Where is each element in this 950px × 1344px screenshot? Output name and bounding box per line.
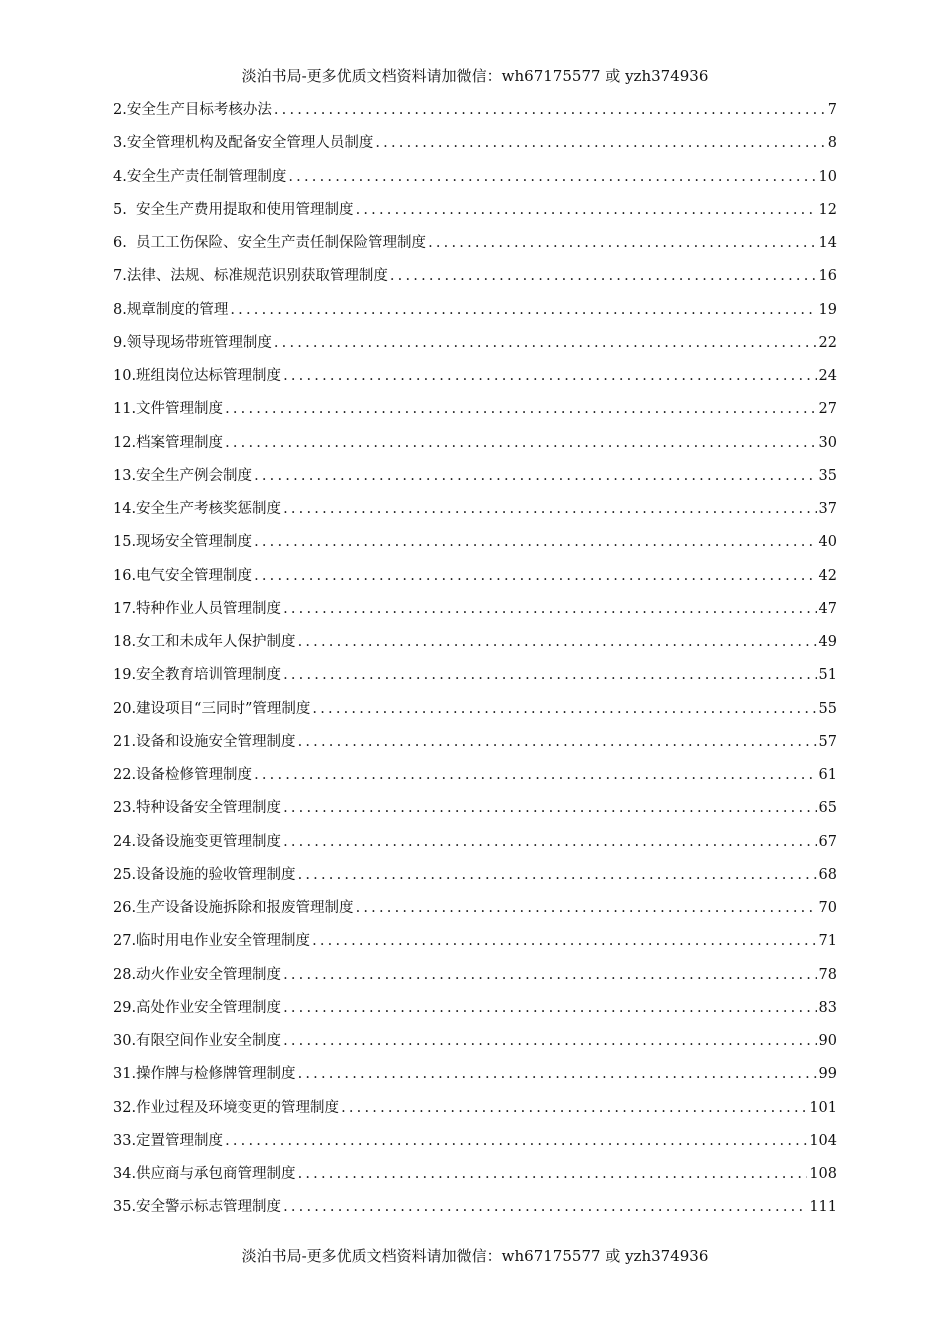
toc-entry-title: 23.特种设备安全管理制度: [113, 800, 282, 817]
toc-dot-leader: [283, 962, 816, 988]
toc-entry-title: 31.操作牌与检修牌管理制度: [113, 1066, 296, 1083]
toc-entry[interactable]: [113, 496, 837, 529]
toc-entry-page-number: 55: [818, 700, 837, 717]
toc-entry-page-number: 7: [827, 102, 837, 118]
toc-entry-page-number: 71: [818, 933, 837, 950]
toc-entry-page-number: 65: [818, 800, 837, 817]
toc-entry[interactable]: [113, 1194, 837, 1227]
toc-entry[interactable]: [113, 130, 837, 163]
toc-dot-leader: [283, 363, 816, 389]
toc-entry[interactable]: [113, 662, 837, 695]
toc-entry-title: 33.定置管理制度: [113, 1132, 224, 1149]
toc-entry-page-number: 40: [818, 534, 837, 551]
toc-entry-page-number: 12: [818, 201, 837, 218]
toc-entry[interactable]: [113, 629, 837, 662]
toc-entry[interactable]: [113, 330, 837, 363]
toc-entry[interactable]: [113, 729, 837, 762]
toc-entry[interactable]: [113, 97, 837, 130]
toc-entry-page-number: 16: [818, 268, 837, 285]
toc-dot-leader: [254, 463, 816, 489]
toc-entry[interactable]: [113, 197, 837, 230]
toc-dot-leader: [283, 1028, 816, 1054]
toc-dot-leader: [312, 928, 816, 954]
toc-entry-title: 30.有限空间作业安全制度: [113, 1033, 282, 1049]
toc-dot-leader: [428, 230, 816, 256]
toc-entry-title: 16.电气安全管理制度: [113, 567, 253, 584]
toc-entry[interactable]: [113, 1095, 837, 1128]
toc-entry-title: 13.安全生产例会制度: [113, 467, 253, 484]
toc-entry-title: 25.设备设施的验收管理制度: [113, 866, 296, 883]
toc-dot-leader: [298, 729, 817, 755]
toc-entry-title: 10.班组岗位达标管理制度: [113, 368, 282, 384]
toc-entry-page-number: 90: [818, 1033, 837, 1049]
toc-entry[interactable]: [113, 862, 837, 895]
toc-dot-leader: [298, 862, 817, 888]
toc-entry[interactable]: [113, 563, 837, 596]
toc-entry[interactable]: [113, 164, 837, 197]
toc-dot-leader: [225, 396, 816, 422]
toc-entry-page-number: 57: [818, 733, 837, 750]
toc-entry-title: 29.高处作业安全管理制度: [113, 999, 282, 1016]
toc-entry[interactable]: [113, 463, 837, 496]
toc-entry-page-number: 19: [818, 301, 837, 318]
toc-entry-title: 24.设备设施变更管理制度: [113, 833, 282, 850]
toc-entry-title: 12.档案管理制度: [113, 434, 224, 451]
toc-entry-page-number: 30: [818, 434, 837, 451]
toc-entry-page-number: 111: [809, 1199, 837, 1216]
toc-entry-title: 5. 安全生产费用提取和使用管理制度: [113, 201, 354, 218]
toc-entry-title: 3.安全管理机构及配备安全管理人员制度: [113, 135, 374, 152]
toc-entry-page-number: 37: [818, 501, 837, 517]
toc-entry[interactable]: [113, 596, 837, 629]
toc-entry-page-number: 78: [818, 966, 837, 983]
toc-entry-page-number: 101: [809, 1099, 837, 1116]
toc-entry-title: 19.安全教育培训管理制度: [113, 667, 282, 684]
toc-entry-title: 21.设备和设施安全管理制度: [113, 733, 296, 750]
toc-entry[interactable]: [113, 230, 837, 263]
toc-dot-leader: [312, 696, 816, 722]
toc-entry[interactable]: [113, 696, 837, 729]
toc-entry-title: 35.安全警示标志管理制度: [113, 1199, 282, 1216]
toc-entry-page-number: 35: [818, 467, 837, 484]
toc-entry[interactable]: [113, 396, 837, 429]
toc-entry-page-number: 83: [818, 999, 837, 1016]
toc-entry-page-number: 104: [809, 1132, 837, 1149]
toc-entry-title: 15.现场安全管理制度: [113, 534, 253, 551]
toc-entry-page-number: 49: [818, 634, 837, 650]
toc-dot-leader: [274, 97, 826, 123]
toc-entry-page-number: 42: [818, 567, 837, 584]
toc-entry[interactable]: [113, 430, 837, 463]
toc-entry[interactable]: [113, 363, 837, 396]
toc-dot-leader: [356, 895, 817, 921]
toc-entry-title: 32.作业过程及环境变更的管理制度: [113, 1099, 340, 1116]
toc-entry-title: 18.女工和未成年人保护制度: [113, 634, 296, 650]
toc-entry[interactable]: [113, 962, 837, 995]
table-of-contents: [113, 97, 837, 1228]
toc-dot-leader: [283, 662, 816, 688]
toc-dot-leader: [288, 164, 816, 190]
toc-entry[interactable]: [113, 263, 837, 296]
toc-dot-leader: [356, 197, 817, 223]
toc-entry-page-number: 24: [818, 368, 837, 384]
toc-dot-leader: [225, 430, 816, 456]
toc-entry-title: 2.安全生产目标考核办法: [113, 102, 272, 118]
toc-entry-title: 8.规章制度的管理: [113, 301, 229, 318]
toc-entry-title: 27.临时用电作业安全管理制度: [113, 933, 311, 950]
toc-dot-leader: [283, 596, 816, 622]
toc-entry-title: 4.安全生产责任制管理制度: [113, 168, 287, 185]
toc-entry-title: 9.领导现场带班管理制度: [113, 334, 272, 351]
toc-dot-leader: [254, 563, 816, 589]
toc-entry-title: 34.供应商与承包商管理制度: [113, 1166, 296, 1182]
toc-entry-title: 6. 员工工伤保险、安全生产责任制保险管理制度: [113, 235, 427, 251]
toc-entry-title: 14.安全生产考核奖惩制度: [113, 501, 282, 517]
page-footer: 淡泊书局-更多优质文档资料请加微信：wh67175577 或 yzh374936: [241, 1247, 709, 1265]
toc-dot-leader: [283, 829, 816, 855]
toc-dot-leader: [274, 330, 817, 356]
toc-entry-title: 22.设备检修管理制度: [113, 767, 253, 783]
toc-dot-leader: [254, 762, 816, 788]
toc-entry-title: 7.法律、法规、标准规范识别获取管理制度: [113, 268, 388, 285]
toc-entry[interactable]: [113, 995, 837, 1028]
toc-dot-leader: [298, 1061, 817, 1087]
toc-entry[interactable]: [113, 297, 837, 330]
toc-entry-page-number: 70: [818, 900, 837, 916]
toc-entry-page-number: 67: [818, 833, 837, 850]
toc-entry[interactable]: [113, 795, 837, 828]
toc-entry-page-number: 61: [818, 767, 837, 783]
toc-entry-page-number: 68: [818, 866, 837, 883]
toc-dot-leader: [225, 1128, 807, 1154]
toc-entry-page-number: 99: [818, 1066, 837, 1083]
toc-dot-leader: [254, 529, 816, 555]
toc-entry-page-number: 108: [809, 1166, 837, 1182]
toc-entry[interactable]: [113, 529, 837, 562]
toc-entry-page-number: 47: [818, 600, 837, 617]
toc-entry-page-number: 27: [818, 401, 837, 418]
toc-entry-page-number: 51: [818, 667, 837, 684]
toc-dot-leader: [283, 795, 816, 821]
toc-entry[interactable]: [113, 928, 837, 961]
toc-entry[interactable]: [113, 1061, 837, 1094]
toc-entry-page-number: 8: [827, 135, 837, 152]
toc-entry[interactable]: [113, 1128, 837, 1161]
toc-entry[interactable]: [113, 829, 837, 862]
toc-entry[interactable]: [113, 762, 837, 795]
toc-entry-title: 11.文件管理制度: [113, 401, 224, 418]
toc-entry-page-number: 22: [818, 334, 837, 351]
toc-entry[interactable]: [113, 895, 837, 928]
toc-dot-leader: [390, 263, 817, 289]
toc-dot-leader: [341, 1095, 807, 1121]
toc-dot-leader: [283, 995, 816, 1021]
toc-dot-leader: [230, 297, 816, 323]
toc-entry-title: 28.动火作业安全管理制度: [113, 966, 282, 983]
toc-entry-title: 17.特种作业人员管理制度: [113, 600, 282, 617]
toc-dot-leader: [283, 1194, 807, 1220]
toc-entry-title: 26.生产设备设施拆除和报废管理制度: [113, 900, 354, 916]
toc-entry-page-number: 10: [818, 168, 837, 185]
toc-dot-leader: [283, 496, 816, 522]
toc-dot-leader: [298, 629, 817, 655]
toc-entry[interactable]: [113, 1028, 837, 1061]
toc-entry[interactable]: [113, 1161, 837, 1194]
toc-entry-page-number: 14: [818, 235, 837, 251]
toc-entry-title: 20.建设项目“三同时”管理制度: [113, 700, 311, 717]
toc-dot-leader: [375, 130, 825, 156]
toc-dot-leader: [298, 1161, 808, 1187]
page-header: 淡泊书局-更多优质文档资料请加微信：wh67175577 或 yzh374936: [241, 67, 709, 85]
